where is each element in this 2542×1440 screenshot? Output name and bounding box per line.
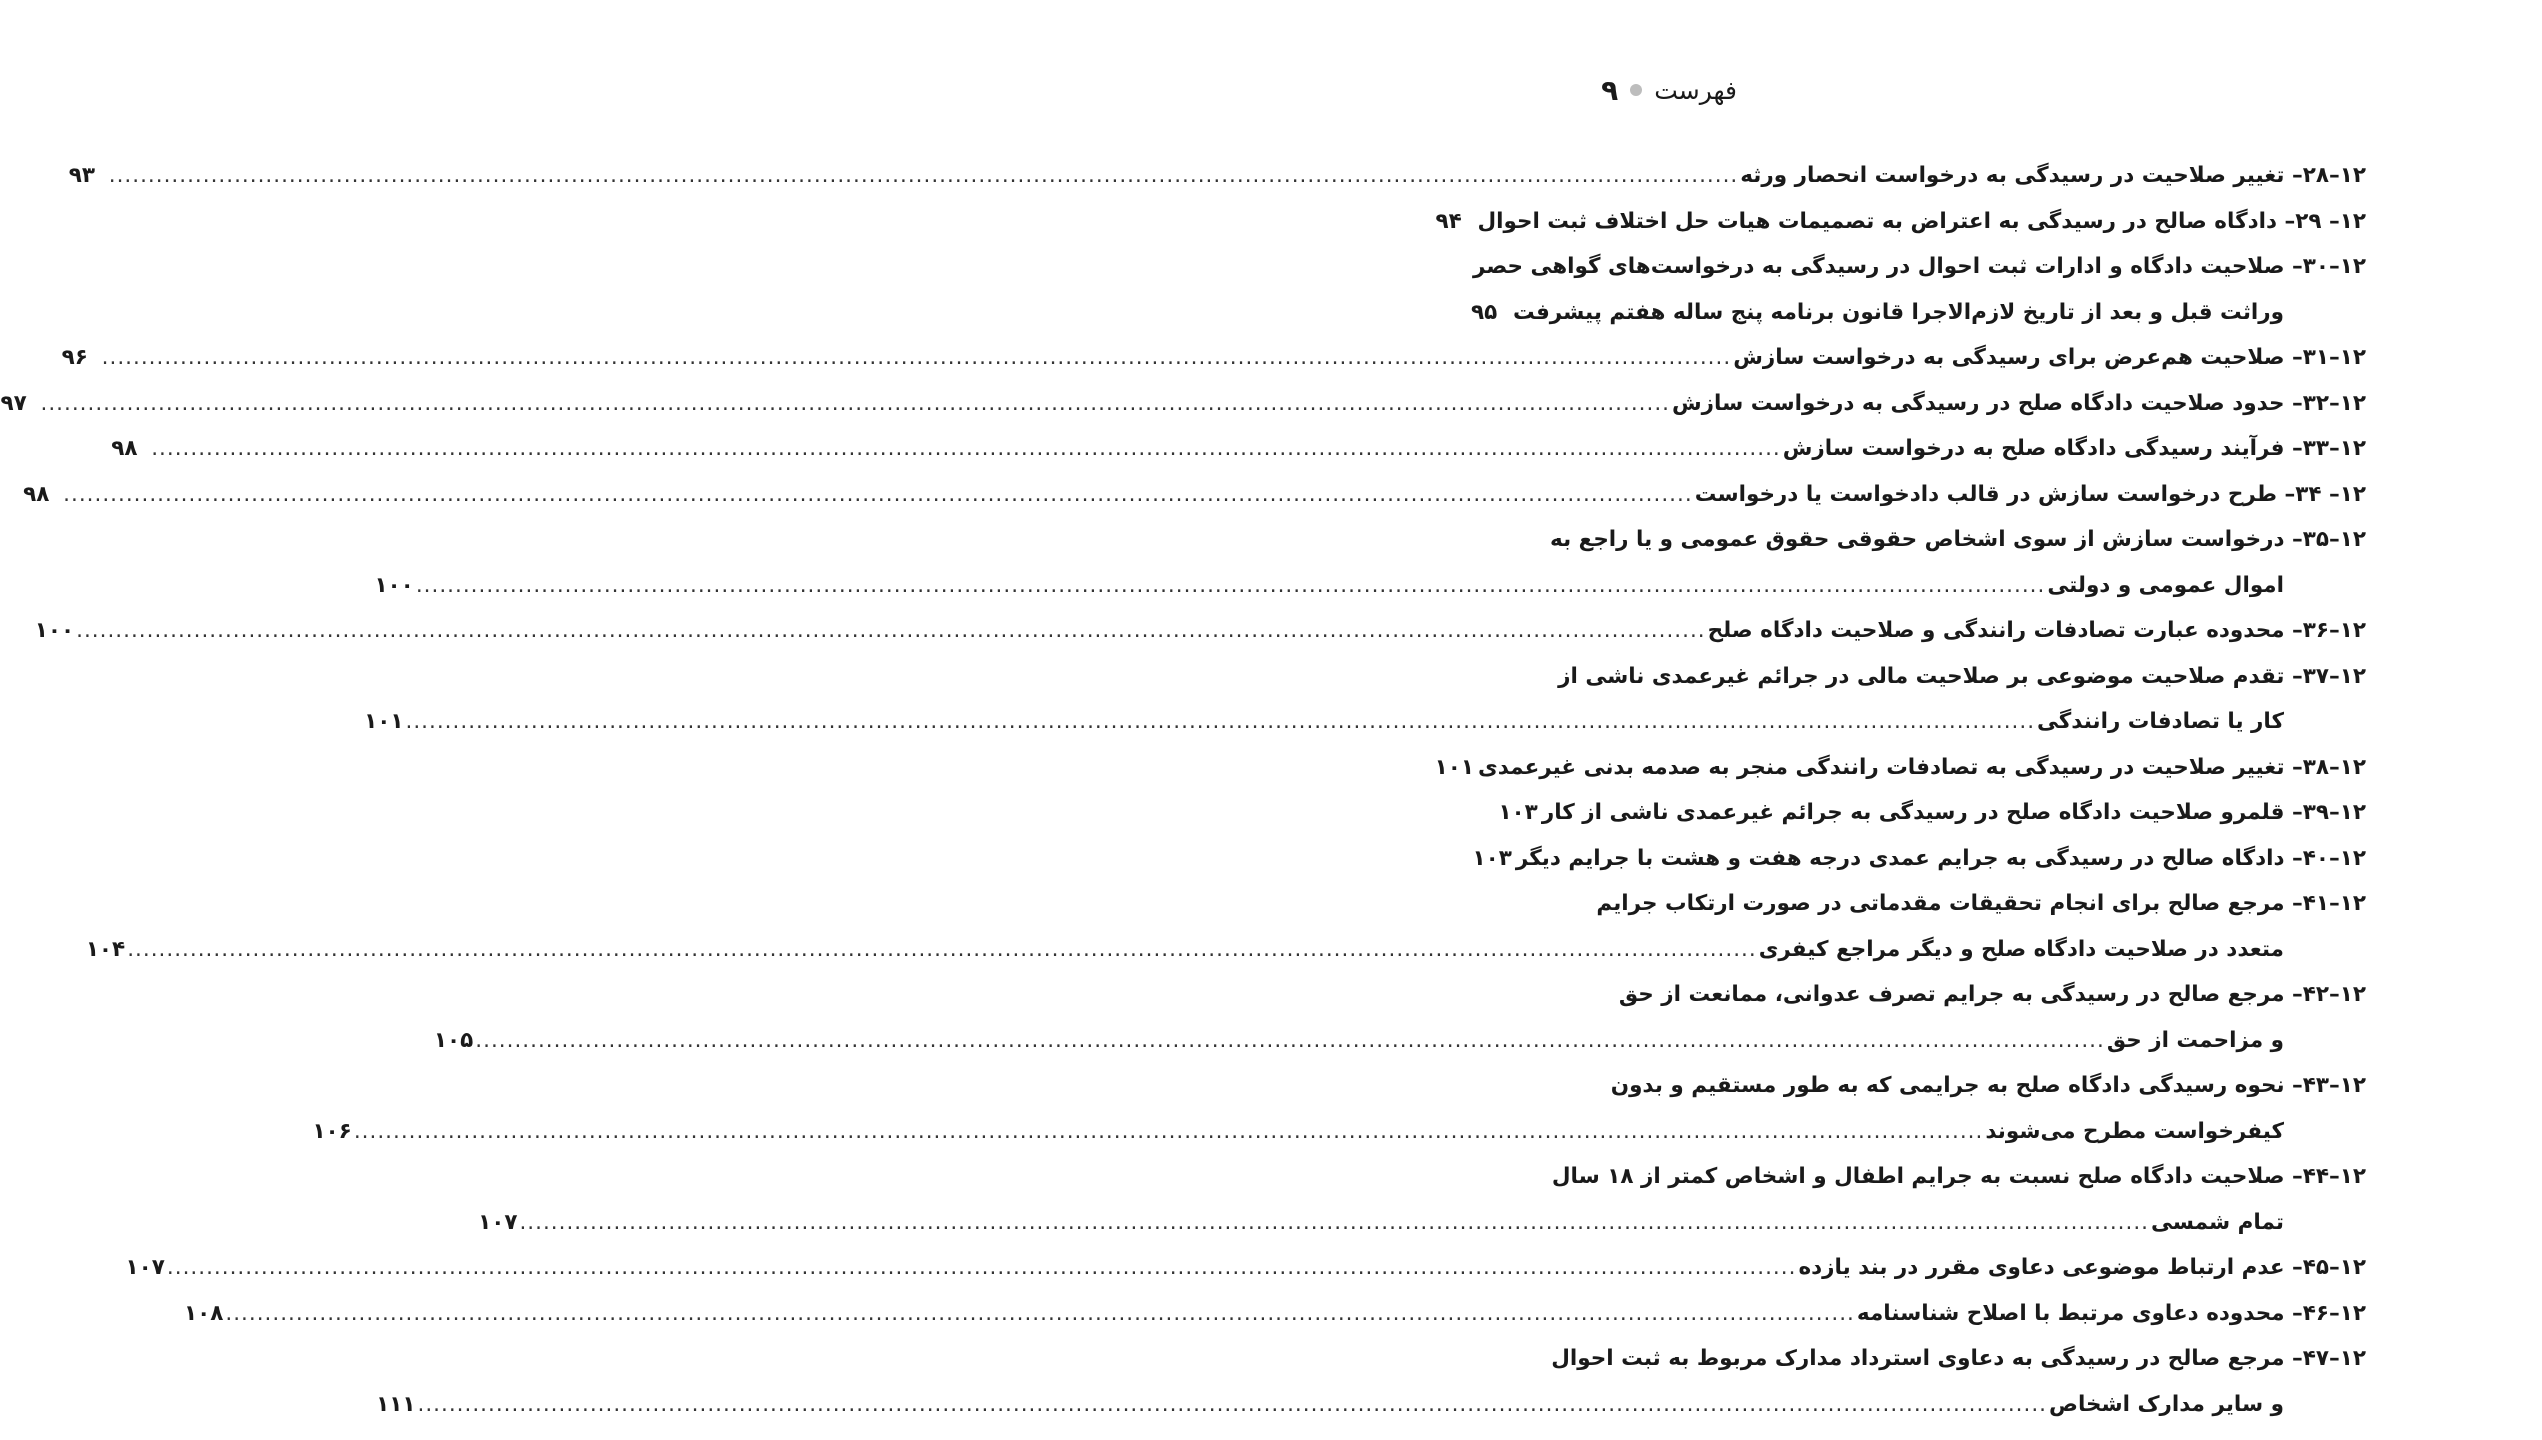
toc-entry-page-number: ۹۷ <box>0 390 27 416</box>
toc-entry-page-number: ۱۰۸ <box>184 1300 224 1326</box>
dot-leader <box>109 163 1739 188</box>
toc-entry-page-number: ۱۰۴ <box>85 936 126 962</box>
dot-leader <box>406 709 2036 734</box>
toc-entry-page-number: ۱۰۵ <box>433 1027 474 1053</box>
toc-entry <box>34 608 2366 654</box>
dot-leader <box>76 618 1706 643</box>
toc-entry <box>111 426 2366 472</box>
toc-entry-page-number: ۹۸ <box>111 436 138 462</box>
toc-entry-page-number: ۹۳ <box>68 163 95 189</box>
toc-entry-title: کیفرخواست مطرح می‌شوند <box>1985 1118 2284 1144</box>
toc-entry-title: ۱۲–۴۶– محدوده دعاوی مرتبط با اصلاح شناسنامه <box>1856 1300 2366 1326</box>
toc-entry <box>1434 745 2366 791</box>
toc-entry-title: ۱۲–۳۵– درخواست سازش از سوی اشخاص حقوقی حقوق عمومی و یا راجع به <box>1550 527 2366 553</box>
toc-entry <box>1596 881 2366 927</box>
toc-entry-page-number: ۹۸ <box>23 481 50 507</box>
toc-entry <box>1498 790 2366 836</box>
toc-entry-page-number: ۹۵ <box>1470 299 1498 325</box>
toc-entry <box>1618 972 2366 1018</box>
header-separator-dot <box>1630 84 1642 96</box>
toc-entry <box>184 1291 2366 1337</box>
toc-entry-page-number: ۱۰۷ <box>478 1209 518 1235</box>
toc-entry-title: و سایر مدارک اشخاص <box>2049 1391 2284 1417</box>
toc-entry-title: کار یا تصادفات رانندگی <box>2037 709 2284 735</box>
dot-leader <box>417 1392 2047 1417</box>
dot-leader <box>151 436 1781 461</box>
toc-entry <box>23 472 2366 518</box>
toc-entry <box>312 1109 2366 1155</box>
toc-entry-title: ۱۲–۳۹– قلمرو صلاحیت دادگاه صلح در رسیدگی به جرائم غیرعمدی ناشی از کار <box>1541 800 2366 826</box>
toc-entry <box>125 1245 2366 1291</box>
toc-entry <box>374 563 2366 609</box>
table-of-contents <box>0 153 2366 1427</box>
header-title: فهرست <box>1654 75 1737 105</box>
toc-entry-title: ۱۲–۳۸– تغییر صلاحیت در رسیدگی به تصادفات رانندگی منجر به صدمه بدنی غیرعمدی <box>1478 754 2366 780</box>
toc-entry-title: ۱۲–۳۲– حدود صلاحیت دادگاه صلح در رسیدگی به درخواست سازش <box>1672 390 2366 416</box>
toc-entry <box>1610 1063 2366 1109</box>
toc-entry-title: ۱۲–۳۰– صلاحیت دادگاه و ادارات ثبت احوال در رسیدگی به درخواست‌های گواهی حصر <box>1472 254 2366 280</box>
toc-entry-title: ۱۲–۳۷– تقدم صلاحیت موضوعی بر صلاحیت مالی در جرائم غیرعمدی ناشی از <box>1558 663 2366 689</box>
toc-entry-title: ۱۲–۳۶– محدوده عبارت تصادفات رانندگی و صلاحیت دادگاه صلح <box>1707 618 2366 644</box>
dot-leader <box>354 1119 1984 1144</box>
toc-entry-title: و مزاحمت از حق <box>2106 1027 2284 1053</box>
dot-leader <box>519 1210 2149 1235</box>
toc-entry-page-number: ۹۶ <box>61 345 88 371</box>
toc-entry-title: ۱۲– ۲۹– دادگاه صالح در رسیدگی به اعتراض به تصمیمات هیات حل اختلاف ثبت احوال <box>1477 208 2366 234</box>
toc-entry <box>1472 836 2366 882</box>
toc-entry-title: متعدد در صلاحیت دادگاه صلح و دیگر مراجع کیفری <box>1758 936 2284 962</box>
toc-entry-title: تمام شمسی <box>2151 1209 2284 1235</box>
toc-entry-title: ۱۲–۴۰– دادگاه صالح در رسیدگی به جرایم عمدی درجه هفت و هشت با جرایم دیگر <box>1515 845 2366 871</box>
toc-entry <box>85 927 2366 973</box>
toc-entry <box>1472 244 2366 290</box>
toc-entry <box>376 1382 2366 1428</box>
dot-leader <box>63 482 1693 507</box>
toc-entry-title: ۱۲–۴۴– صلاحیت دادگاه صلح نسبت به جرایم اطفال و اشخاص کمتر از ۱۸ سال <box>1551 1164 2366 1190</box>
toc-entry-title: ۱۲–۳۱– صلاحیت هم‌عرض برای رسیدگی به درخواست سازش <box>1733 345 2366 371</box>
dot-leader <box>416 573 2046 598</box>
toc-entry-page-number: ۱۰۶ <box>312 1118 352 1144</box>
toc-entry-title: ۱۲–۲۸– تغییر صلاحیت در رسیدگی به درخواست انحصار ورثه <box>1740 163 2366 189</box>
dot-leader <box>167 1255 1797 1280</box>
dot-leader <box>225 1301 1855 1326</box>
toc-entry <box>1551 1336 2366 1382</box>
toc-entry-page-number: ۱۰۳ <box>1472 845 1512 871</box>
toc-entry-page-number: ۱۰۱ <box>1434 754 1475 780</box>
toc-entry <box>1470 290 2366 336</box>
toc-entry-title: ۱۲–۴۵– عدم ارتباط موضوعی دعاوی مقرر در بند یازده <box>1798 1255 2366 1281</box>
toc-entry-title: اموال عمومی و دولتی <box>2047 572 2284 598</box>
toc-entry-title: ۱۲–۴۱– مرجع صالح برای انجام تحقیقات مقدماتی در صورت ارتکاب جرایم <box>1596 891 2366 917</box>
toc-entry-title: ۱۲–۴۳– نحوه رسیدگی دادگاه صلح به جرایمی که به طور مستقیم و بدون <box>1610 1073 2366 1099</box>
toc-entry-title: وراثت قبل و بعد از تاریخ لازم‌الاجرا قانون برنامه پنج ساله هفتم پیشرفت <box>1512 299 2284 325</box>
page-header <box>1601 70 1737 110</box>
toc-entry <box>1550 517 2366 563</box>
toc-entry <box>61 335 2366 381</box>
toc-entry-page-number: ۱۰۳ <box>1498 800 1538 826</box>
toc-entry-title: ۱۲–۴۷– مرجع صالح در رسیدگی به دعاوی استرداد مدارک مربوط به ثبت احوال <box>1551 1346 2366 1372</box>
toc-entry-title: ۱۲–۴۲– مرجع صالح در رسیدگی به جرایم تصرف عدوانی، ممانعت از حق <box>1618 982 2366 1008</box>
header-page-number: ۹ <box>1601 73 1619 107</box>
toc-entry-title: ۱۲– ۳۴– طرح درخواست سازش در قالب دادخواست یا درخواست <box>1694 481 2366 507</box>
toc-entry <box>68 153 2366 199</box>
toc-entry <box>364 699 2366 745</box>
toc-entry-page-number: ۹۴ <box>1435 208 1462 234</box>
toc-entry-page-number: ۱۰۰ <box>34 618 75 644</box>
toc-entry-title: ۱۲–۳۳– فرآیند رسیدگی دادگاه صلح به درخواست سازش <box>1782 436 2366 462</box>
toc-entry <box>478 1200 2366 1246</box>
dot-leader <box>127 937 1757 962</box>
toc-entry <box>0 381 2366 427</box>
toc-entry-page-number: ۱۰۷ <box>125 1255 165 1281</box>
toc-entry <box>433 1018 2366 1064</box>
toc-entry-page-number: ۱۰۱ <box>364 709 404 735</box>
toc-entry-page-number: ۱۰۰ <box>374 572 414 598</box>
dot-leader <box>40 391 1670 416</box>
dot-leader <box>102 345 1732 370</box>
toc-entry <box>1551 1154 2366 1200</box>
dot-leader <box>475 1028 2105 1053</box>
toc-entry-page-number: ۱۱۱ <box>376 1391 416 1417</box>
toc-entry <box>1435 199 2366 245</box>
toc-entry <box>1558 654 2366 700</box>
